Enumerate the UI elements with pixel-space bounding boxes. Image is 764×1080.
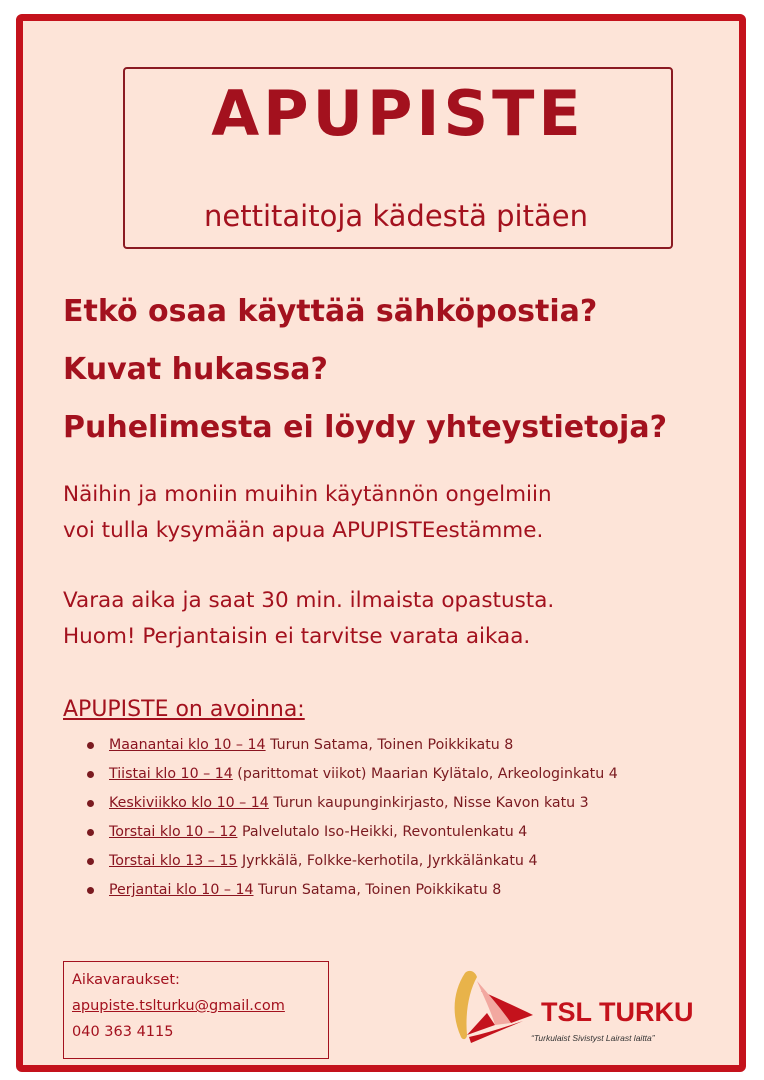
question-photos: Kuvat hukassa?: [63, 352, 328, 387]
schedule-time: Keskiviikko klo 10 – 14: [109, 795, 269, 811]
poster: [16, 14, 746, 1072]
schedule-place: Turun kaupunginkirjasto, Nisse Kavon katu 3: [268, 795, 589, 811]
list-item: [87, 789, 764, 818]
intro-line-1: Näihin ja moniin muihin käytännön ongelmiin: [63, 482, 552, 507]
intro-line-2: voi tulla kysymään apua APUPISTEestämme.: [63, 518, 544, 543]
page-subtitle: nettitaitoja kädestä pitäen: [204, 199, 588, 233]
schedule-time: Tiistai klo 10 – 14: [109, 766, 233, 782]
list-item: [87, 760, 764, 789]
list-item: [87, 731, 764, 760]
contact-label: Aikavaraukset:: [72, 972, 180, 988]
contact-box: [63, 961, 329, 1059]
schedule-place: Jyrkkälä, Folkke-kerhotila, Jyrkkälänkatu 4: [237, 853, 538, 869]
booking-line-1: Varaa aika ja saat 30 min. ilmaista opastusta.: [63, 588, 555, 613]
opening-hours-heading: APUPISTE on avoinna:: [63, 697, 305, 722]
schedule-place: Turun Satama, Toinen Poikkikatu 8: [253, 882, 502, 898]
sail-logo-icon: [451, 951, 541, 1061]
intro-paragraph: [63, 477, 753, 549]
question-contacts: Puhelimesta ei löydy yhteystietoja?: [63, 410, 667, 445]
contact-phone: 040 363 4115: [72, 1024, 174, 1040]
page-title: APUPISTE: [211, 77, 585, 150]
logo-tagline: “Turkulaist Sivistyst Lairast laitta”: [531, 1033, 655, 1043]
schedule-time: Torstai klo 13 – 15: [109, 853, 238, 869]
contact-email-link[interactable]: apupiste.tslturku@gmail.com: [72, 998, 285, 1014]
schedule-place: Turun Satama, Toinen Poikkikatu 8: [265, 737, 514, 753]
schedule-place: Palvelutalo Iso-Heikki, Revontulenkatu 4: [237, 824, 528, 840]
schedule-time: Perjantai klo 10 – 14: [109, 882, 254, 898]
schedule-place: (parittomat viikot) Maarian Kylätalo, Arkeologinkatu 4: [232, 766, 618, 782]
schedule-time: Torstai klo 10 – 12: [109, 824, 238, 840]
list-item: [87, 847, 764, 876]
list-item: [87, 818, 764, 847]
question-email: Etkö osaa käyttää sähköpostia?: [63, 294, 598, 329]
booking-line-2: Huom! Perjantaisin ei tarvitse varata aikaa.: [63, 624, 531, 649]
opening-hours-list: [87, 731, 764, 905]
question-list: [63, 283, 753, 457]
tsl-turku-logo: [451, 951, 741, 1061]
logo-name: TSL TURKU: [541, 997, 694, 1027]
list-item: [87, 876, 764, 905]
schedule-time: Maanantai klo 10 – 14: [109, 737, 266, 753]
booking-paragraph: [63, 583, 753, 655]
